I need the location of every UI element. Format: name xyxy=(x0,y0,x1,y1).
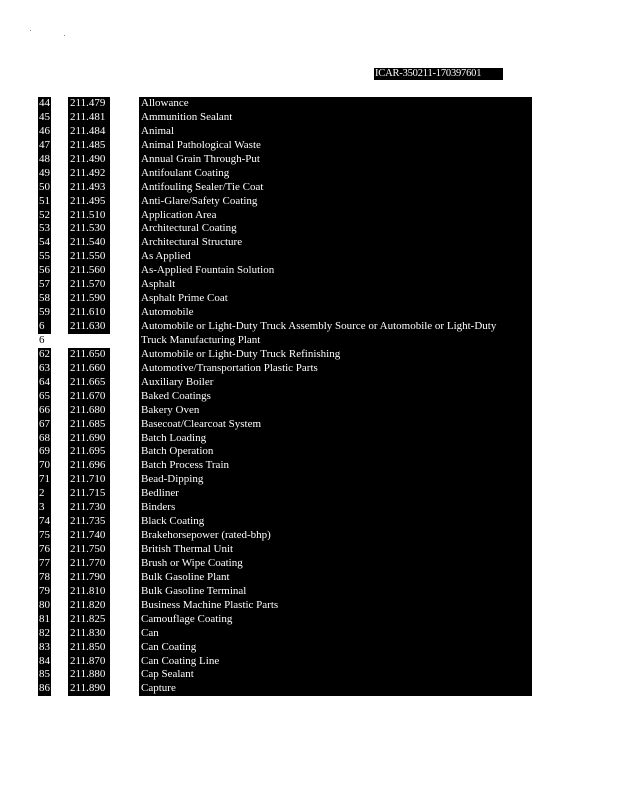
definition-term: Business Machine Plastic Parts xyxy=(139,599,532,613)
row-number: 83 xyxy=(39,640,50,653)
section-code: 211.870 xyxy=(68,655,110,669)
section-code: 211.825 xyxy=(68,613,110,627)
table-row xyxy=(38,139,532,153)
section-code: 211.493 xyxy=(68,181,110,195)
definition-term: Animal Pathological Waste xyxy=(139,139,532,153)
section-code: 211.495 xyxy=(68,195,110,209)
section-code: 211.680 xyxy=(68,404,110,418)
table-row xyxy=(38,278,532,292)
table-row xyxy=(38,473,532,487)
row-number: 84 xyxy=(39,654,50,667)
definition-term: Batch Operation xyxy=(139,445,532,459)
table-row xyxy=(38,599,532,613)
table-row xyxy=(38,487,532,501)
definition-term: Automobile xyxy=(139,306,532,320)
table-row xyxy=(38,125,532,139)
section-code: 211.660 xyxy=(68,362,110,376)
row-number: 47 xyxy=(39,138,50,151)
row-number: 53 xyxy=(39,222,50,235)
section-code: 211.665 xyxy=(68,376,110,390)
section-code: 211.630 xyxy=(68,320,110,334)
row-number: 86 xyxy=(39,682,50,695)
section-code: 211.850 xyxy=(68,641,110,655)
table-row xyxy=(38,97,532,111)
definition-term: Ammunition Sealant xyxy=(139,111,532,125)
row-number: 65 xyxy=(39,389,50,402)
table-row xyxy=(38,209,532,223)
definition-term: Brush or Wipe Coating xyxy=(139,557,532,571)
row-number: 2 xyxy=(38,487,51,501)
table-row xyxy=(38,668,532,682)
definition-term: Bakery Oven xyxy=(139,404,532,418)
definition-term: Auxiliary Boiler xyxy=(139,376,532,390)
section-code: 211.670 xyxy=(68,390,110,404)
table-row xyxy=(38,627,532,641)
row-number: 52 xyxy=(39,208,50,221)
definition-term: Architectural Structure xyxy=(139,236,532,250)
row-number: 77 xyxy=(39,556,50,569)
row-number: 80 xyxy=(39,598,50,611)
row-number: 57 xyxy=(39,278,50,291)
section-code: 211.484 xyxy=(68,125,110,139)
table-row xyxy=(38,445,532,459)
definition-term: As Applied xyxy=(139,250,532,264)
row-number: 50 xyxy=(39,180,50,193)
section-code: 211.685 xyxy=(68,418,110,432)
section-code: 211.696 xyxy=(68,459,110,473)
table-row xyxy=(38,432,532,446)
table-row xyxy=(38,236,532,250)
table-row xyxy=(38,557,532,571)
definition-term: Baked Coatings xyxy=(139,390,532,404)
section-code: 211.490 xyxy=(68,153,110,167)
definition-term: Can Coating xyxy=(139,641,532,655)
definition-term: Batch Process Train xyxy=(139,459,532,473)
table-row xyxy=(38,376,532,390)
table-row xyxy=(38,320,532,334)
definition-term: Asphalt Prime Coat xyxy=(139,292,532,306)
row-number: 58 xyxy=(39,292,50,305)
row-number: 68 xyxy=(39,431,50,444)
section-code: 211.715 xyxy=(68,487,110,501)
table-row xyxy=(38,529,532,543)
table-row xyxy=(38,641,532,655)
row-number: 69 xyxy=(39,445,50,458)
table-row xyxy=(38,167,532,181)
section-code: 211.695 xyxy=(68,445,110,459)
definitions-table xyxy=(38,97,532,696)
row-number: 6 xyxy=(38,320,51,334)
definition-term: Bedliner xyxy=(139,487,532,501)
section-code: 211.740 xyxy=(68,529,110,543)
table-row xyxy=(38,682,532,696)
definition-term: Antifouling Sealer/Tie Coat xyxy=(139,181,532,195)
definition-term: Camouflage Coating xyxy=(139,613,532,627)
definition-term: Binders xyxy=(139,501,532,515)
definition-term: Antifoulant Coating xyxy=(139,167,532,181)
section-code: 211.735 xyxy=(68,515,110,529)
definition-term: Asphalt xyxy=(139,278,532,292)
section-code: 211.890 xyxy=(68,682,110,696)
table-row xyxy=(38,515,532,529)
section-code: 211.730 xyxy=(68,501,110,515)
definition-term: Application Area xyxy=(139,209,532,223)
row-number: 76 xyxy=(39,543,50,555)
row-number: 63 xyxy=(39,361,50,374)
row-number: 78 xyxy=(39,570,50,583)
definition-term: Brakehorsepower (rated-bhp) xyxy=(139,529,532,543)
definition-term: Annual Grain Through-Put xyxy=(139,153,532,167)
scan-speck xyxy=(64,35,65,36)
table-row xyxy=(38,348,532,362)
section-code: 211.570 xyxy=(68,278,110,292)
definition-term: British Thermal Unit xyxy=(139,543,532,557)
table-row xyxy=(38,543,532,557)
row-number: 79 xyxy=(39,584,50,597)
section-code: 211.690 xyxy=(68,432,110,446)
section-code: 211.750 xyxy=(68,543,110,557)
table-row xyxy=(38,655,532,669)
table-row xyxy=(38,404,532,418)
row-number: 82 xyxy=(39,626,50,639)
section-code: 211.550 xyxy=(68,250,110,264)
document-id-header: ICAR-350211-170397601 xyxy=(374,68,503,80)
definition-term: Truck Manufacturing Plant xyxy=(139,334,532,348)
section-code: 211.540 xyxy=(68,236,110,250)
definition-term: Allowance xyxy=(139,97,532,111)
row-number: 49 xyxy=(39,166,50,179)
definition-term: Automobile or Light-Duty Truck Refinishing xyxy=(139,348,532,362)
definition-term: Bead-Dipping xyxy=(139,473,532,487)
table-row xyxy=(38,195,532,209)
row-number: 6 xyxy=(39,333,45,346)
section-code: 211.710 xyxy=(68,473,110,487)
table-row xyxy=(38,153,532,167)
definition-term: Bulk Gasoline Terminal xyxy=(139,585,532,599)
definition-term: Can Coating Line xyxy=(139,655,532,669)
definition-term: Batch Loading xyxy=(139,432,532,446)
scan-speck xyxy=(30,30,31,31)
table-row xyxy=(38,292,532,306)
table-row xyxy=(38,181,532,195)
definition-term: Capture xyxy=(139,682,532,696)
definition-term: Cap Sealant xyxy=(139,668,532,682)
table-row xyxy=(38,362,532,376)
table-row xyxy=(38,222,532,236)
row-number: 75 xyxy=(39,529,50,542)
row-number: 55 xyxy=(39,250,50,263)
row-number: 64 xyxy=(39,375,50,388)
section-code: 211.510 xyxy=(68,209,110,223)
table-row xyxy=(38,501,532,515)
section-code: 211.590 xyxy=(68,292,110,306)
definition-term: Anti-Glare/Safety Coating xyxy=(139,195,532,209)
row-number: 67 xyxy=(39,417,50,430)
row-number: 70 xyxy=(39,459,50,472)
definition-term: Black Coating xyxy=(139,515,532,529)
section-code: 211.479 xyxy=(68,97,110,111)
row-number: 62 xyxy=(39,347,50,360)
section-code: 211.820 xyxy=(68,599,110,613)
table-row xyxy=(38,250,532,264)
section-code: 211.830 xyxy=(68,627,110,641)
section-code: 211.610 xyxy=(68,306,110,320)
definition-term: Basecoat/Clearcoat System xyxy=(139,418,532,432)
table-row-continuation xyxy=(38,334,532,348)
row-number: 46 xyxy=(39,124,50,137)
definition-term: Automotive/Transportation Plastic Parts xyxy=(139,362,532,376)
section-code: 211.485 xyxy=(68,139,110,153)
table-row xyxy=(38,264,532,278)
section-code: 211.810 xyxy=(68,585,110,599)
row-number: 74 xyxy=(39,515,50,528)
row-number: 71 xyxy=(39,473,50,486)
section-code: 211.492 xyxy=(68,167,110,181)
section-code: 211.650 xyxy=(68,348,110,362)
table-row xyxy=(38,418,532,432)
definition-term: Can xyxy=(139,627,532,641)
row-number: 54 xyxy=(39,236,50,249)
section-code: 211.530 xyxy=(68,222,110,236)
row-number: 85 xyxy=(39,668,50,681)
row-number: 81 xyxy=(39,612,50,625)
section-code: 211.770 xyxy=(68,557,110,571)
table-row xyxy=(38,613,532,627)
definition-term: Architectural Coating xyxy=(139,222,532,236)
section-code: 211.880 xyxy=(68,668,110,682)
section-code: 211.481 xyxy=(68,111,110,125)
section-code: 211.790 xyxy=(68,571,110,585)
table-row xyxy=(38,306,532,320)
row-number: 59 xyxy=(39,306,50,319)
row-number: 56 xyxy=(39,264,50,277)
row-number: 3 xyxy=(38,501,51,515)
definition-term: As-Applied Fountain Solution xyxy=(139,264,532,278)
table-row xyxy=(38,390,532,404)
row-number: 44 xyxy=(39,97,50,109)
definition-term: Automobile or Light-Duty Truck Assembly Source or Automobile or Light-Duty xyxy=(139,320,532,334)
row-number: 51 xyxy=(39,194,50,207)
table-row xyxy=(38,459,532,473)
row-number: 48 xyxy=(39,152,50,165)
table-row xyxy=(38,111,532,125)
row-number: 66 xyxy=(39,403,50,416)
row-number: 45 xyxy=(39,110,50,123)
table-row xyxy=(38,585,532,599)
definition-term: Animal xyxy=(139,125,532,139)
section-code: 211.560 xyxy=(68,264,110,278)
definition-term: Bulk Gasoline Plant xyxy=(139,571,532,585)
table-row xyxy=(38,571,532,585)
